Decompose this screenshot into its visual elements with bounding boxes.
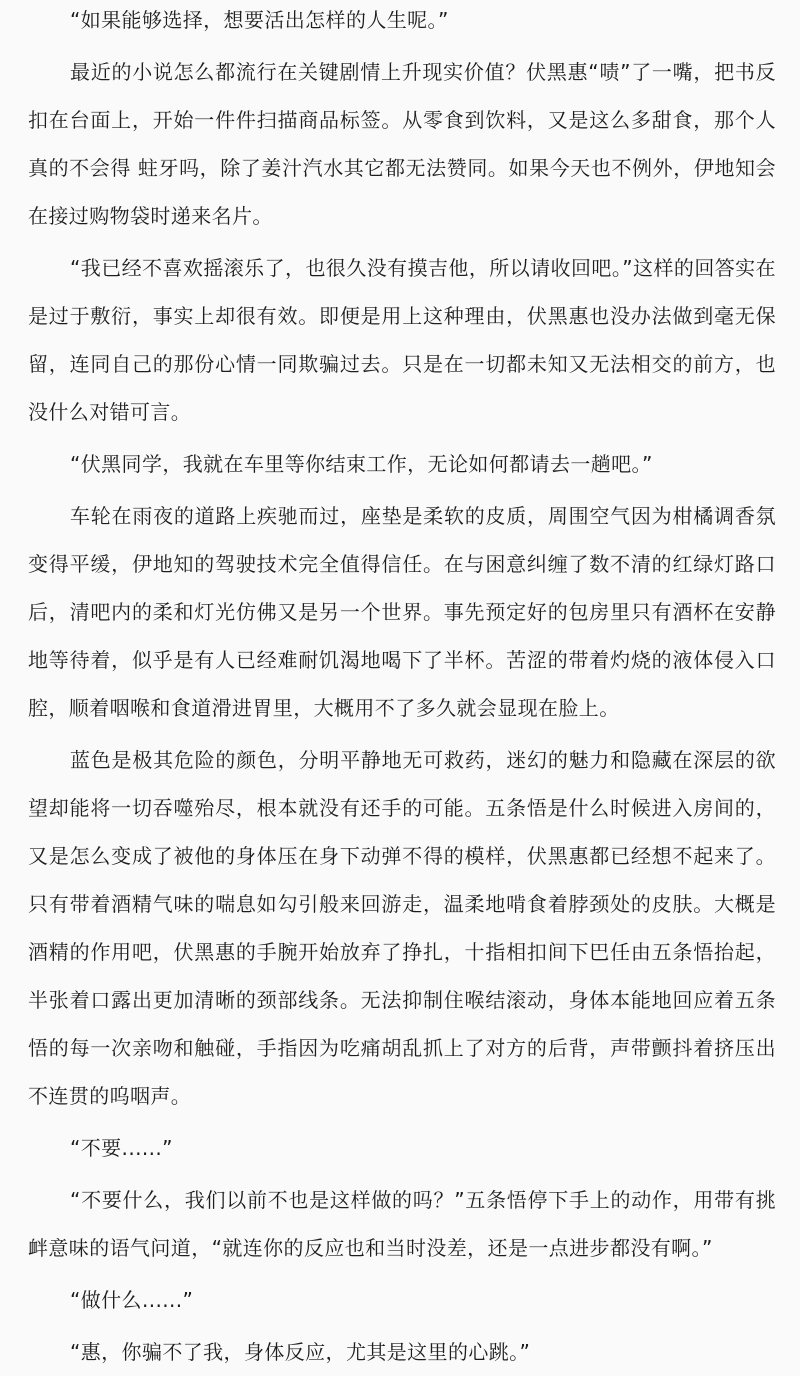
paragraph-2: 最近的小说怎么都流行在关键剧情上升现实价值？伏黑惠“啧”了一嘴，把书反扣在台面上，开始一件件扫描商品标签。从零食到饮料，又是这么多甜食，那个人真的不会得 蛀牙吗，除了姜汁汽水其它都无法赞同。如果今天也不例外，伊地知会在接过购物袋时递来名片。 [28, 60, 776, 228]
paragraph-3: “我已经不喜欢摇滚乐了，也很久没有摸吉他，所以请收回吧。”这样的回答实在是过于敷衍，事实上却很有效。即便是用上这种理由，伏黑惠也没办法做到毫无保留，连同自己的那份心情一同欺骗过去。只是在一切都未知又无法相交的前方，也没什么对错可言。 [28, 256, 776, 424]
paragraph-5: 车轮在雨夜的道路上疾驰而过，座垫是柔软的皮质，周围空气因为柑橘调香氛变得平缓，伊地知的驾驶技术完全值得信任。在与困意纠缠了数不清的红绿灯路口后，清吧内的柔和灯光仿佛又是另一个世界。事先预定好的包房里只有酒杯在安静地等待着，似乎是有人已经难耐饥渴地喝下了半杯。苦涩的带着灼烧的液体侵入口腔，顺着咽喉和食道滑进胃里，大概用不了多久就会显现在脸上。 [28, 504, 776, 720]
paragraph-10: “惠，你骗不了我，身体反应，尤其是这里的心跳。” [70, 1340, 531, 1364]
paragraph-9: “做什么......” [70, 1288, 194, 1312]
paragraph-6: 蓝色是极其危险的颜色，分明平静地无可救药，迷幻的魅力和隐藏在深层的欲望却能将一切吞噬殆尽，根本就没有还手的可能。五条悟是什么时候进入房间的，又是怎么变成了被他的身体压在身下动弹不得的模样，伏黑惠都已经想不起来了。只有带着酒精气味的喘息如勾引般来回游走，温柔地啃食着脖颈处的皮肤。大概是酒精的作用吧，伏黑惠的手腕开始放弃了挣扎，十指相扣间下巴任由五条悟抬起，半张着口露出更加清晰的颈部线条。无法抑制住喉结滚动，身体本能地回应着五条悟的每一次亲吻和触碰，手指因为吃痛胡乱抓上了对方的后背，声带颤抖着挤压出不连贯的呜咽声。 [28, 748, 776, 1108]
paragraph-4: “伏黑同学，我就在车里等你结束工作，无论如何都请去一趟吧。” [70, 452, 653, 476]
paragraph-1: “如果能够选择，想要活出怎样的人生呢。” [70, 8, 449, 32]
paragraph-7: “不要......” [70, 1136, 173, 1160]
reading-pane [28, 0, 776, 1376]
paragraph-8: “不要什么，我们以前不也是这样做的吗？”五条悟停下手上的动作，用带有挑衅意味的语气问道，“就连你的反应也和当时没差，还是一点进步都没有啊。” [28, 1188, 776, 1260]
